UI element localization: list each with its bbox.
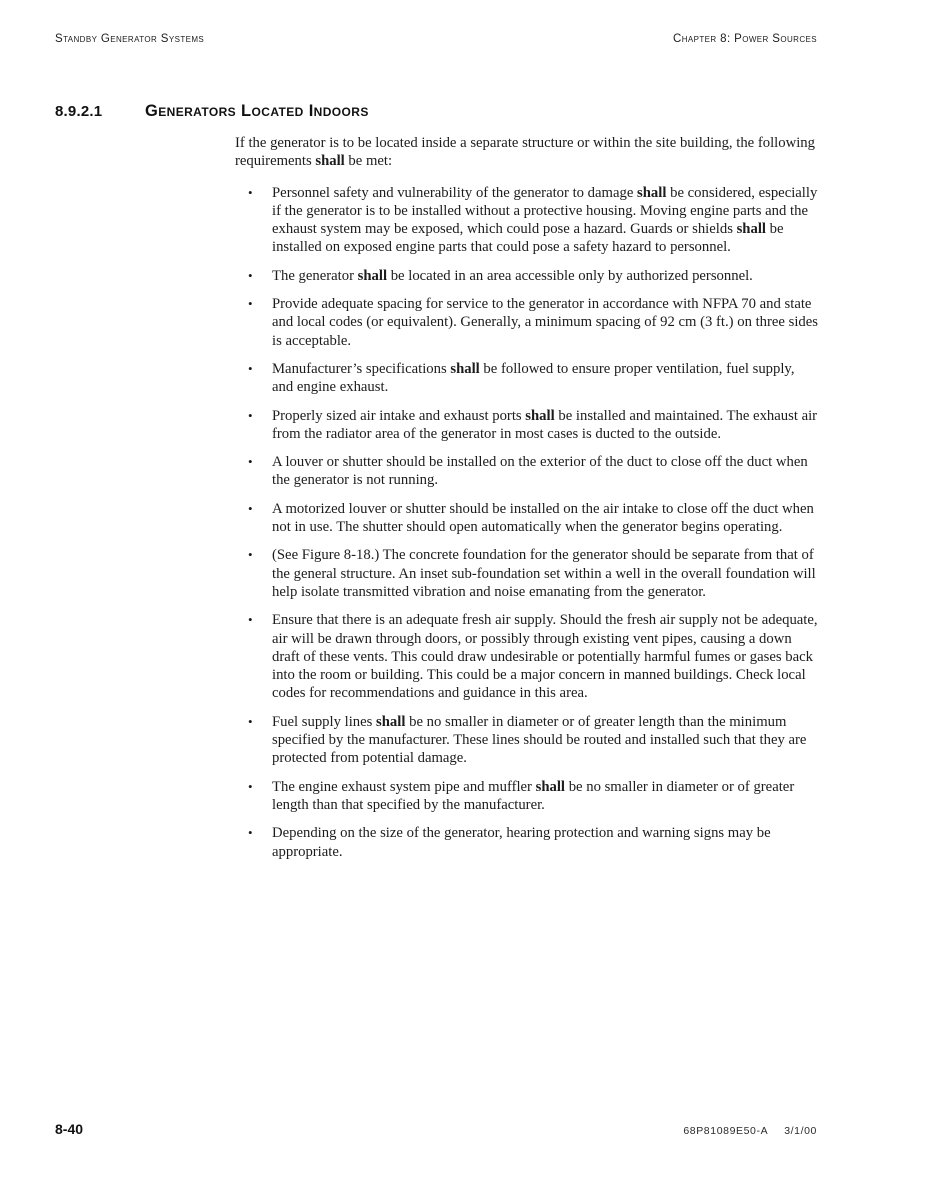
bullet-item: • (See Figure 8-18.) The concrete foundation for the generator should be separate from that of the general structure. An inset sub-foundation set within a well in the overall foundation will help isolate transmitted vibration and noise emanating from the generator.: [248, 547, 816, 600]
bullet-item: • Manufacturer’s specifications shall be followed to ensure proper ventilation, fuel supply, and engine exhaust.: [248, 360, 795, 396]
section-heading: [55, 102, 369, 121]
bullet-marker-icon: •: [248, 778, 253, 794]
bullet-marker-icon: •: [248, 407, 253, 423]
running-header-right: Chapter 8: Power Sources: [673, 33, 817, 45]
bullet-marker-icon: •: [248, 360, 253, 376]
bullet-item: • Fuel supply lines shall be no smaller in diameter or of greater length than the minimum specified by the manufacturer. These lines should be routed and installed such that they are protected from potential damage.: [248, 713, 807, 767]
bullet-marker-icon: •: [248, 184, 253, 200]
bullet-item: • The generator shall be located in an area accessible only by authorized personnel.: [248, 267, 753, 284]
doc-date: 3/1/00: [784, 1125, 817, 1137]
bullet-marker-icon: •: [248, 612, 253, 628]
bullet-marker-icon: •: [248, 500, 253, 516]
bullet-item: • Depending on the size of the generator, hearing protection and warning signs may be appropriate.: [248, 825, 771, 860]
bullet-item: • A louver or shutter should be installed on the exterior of the duct to close off the duct when the generator is not running.: [248, 454, 808, 489]
bullet-item: • The engine exhaust system pipe and muffler shall be no smaller in diameter or of greater length than that specified by the manufacturer.: [248, 778, 795, 813]
bullet-item: • A motorized louver or shutter should be installed on the air intake to close off the duct when not in use. The shutter should open automatically when the generator begins operating.: [248, 500, 814, 536]
bullet-marker-icon: •: [248, 713, 253, 729]
section-number: 8.9.2.1: [55, 103, 103, 120]
bullet-item: • Properly sized air intake and exhaust ports shall be installed and maintained. The exhaust air from the radiator area of the generator in most cases is ducted to the outside.: [248, 407, 818, 442]
doc-reference: [683, 1125, 817, 1137]
bullet-item: • Provide adequate spacing for service to the generator in accordance with NFPA 70 and state and local codes (or equivalent). Generally, a minimum spacing of 92 cm (3 ft.) on three sides is acceptable.: [248, 296, 818, 349]
bullet-marker-icon: •: [248, 267, 253, 283]
bullet-item: • Personnel safety and vulnerability of the generator to damage shall be considered, especially if the generator is to be installed without a protective housing. Moving engine parts and the exhaust system may be exposed, which could pose a hazard. Guards or shields shall be installed on exposed engine parts that could pose a safety hazard to personnel.: [248, 184, 818, 256]
page-footer: [55, 1121, 817, 1137]
bullet-marker-icon: •: [248, 825, 253, 841]
page-number: 8-40: [55, 1121, 84, 1137]
bullet-marker-icon: •: [248, 454, 253, 470]
page-header: [55, 33, 817, 45]
running-header-left: Standby Generator Systems: [55, 33, 205, 45]
bullet-item: • Ensure that there is an adequate fresh air supply. Should the fresh air supply not be adequate, air will be drawn through doors, or possibly through existing vent pipes, causing a down draft of these vents. This could draw undesirable or potentially harmful fumes or gases back into the room or building. This could be a major concern in manned buildings. Check local codes for recommendations and guidance in this area.: [248, 612, 818, 702]
bullet-marker-icon: •: [248, 547, 253, 563]
section-title: Generators Located Indoors: [145, 102, 369, 120]
doc-number: 68P81089E50-A: [683, 1125, 769, 1137]
bullet-marker-icon: •: [248, 296, 253, 312]
bullet-list: [235, 184, 819, 861]
content-column: [235, 134, 819, 871]
intro-paragraph: If the generator is to be located inside a separate structure or within the site building, the following requirements shall be met:: [235, 135, 815, 170]
